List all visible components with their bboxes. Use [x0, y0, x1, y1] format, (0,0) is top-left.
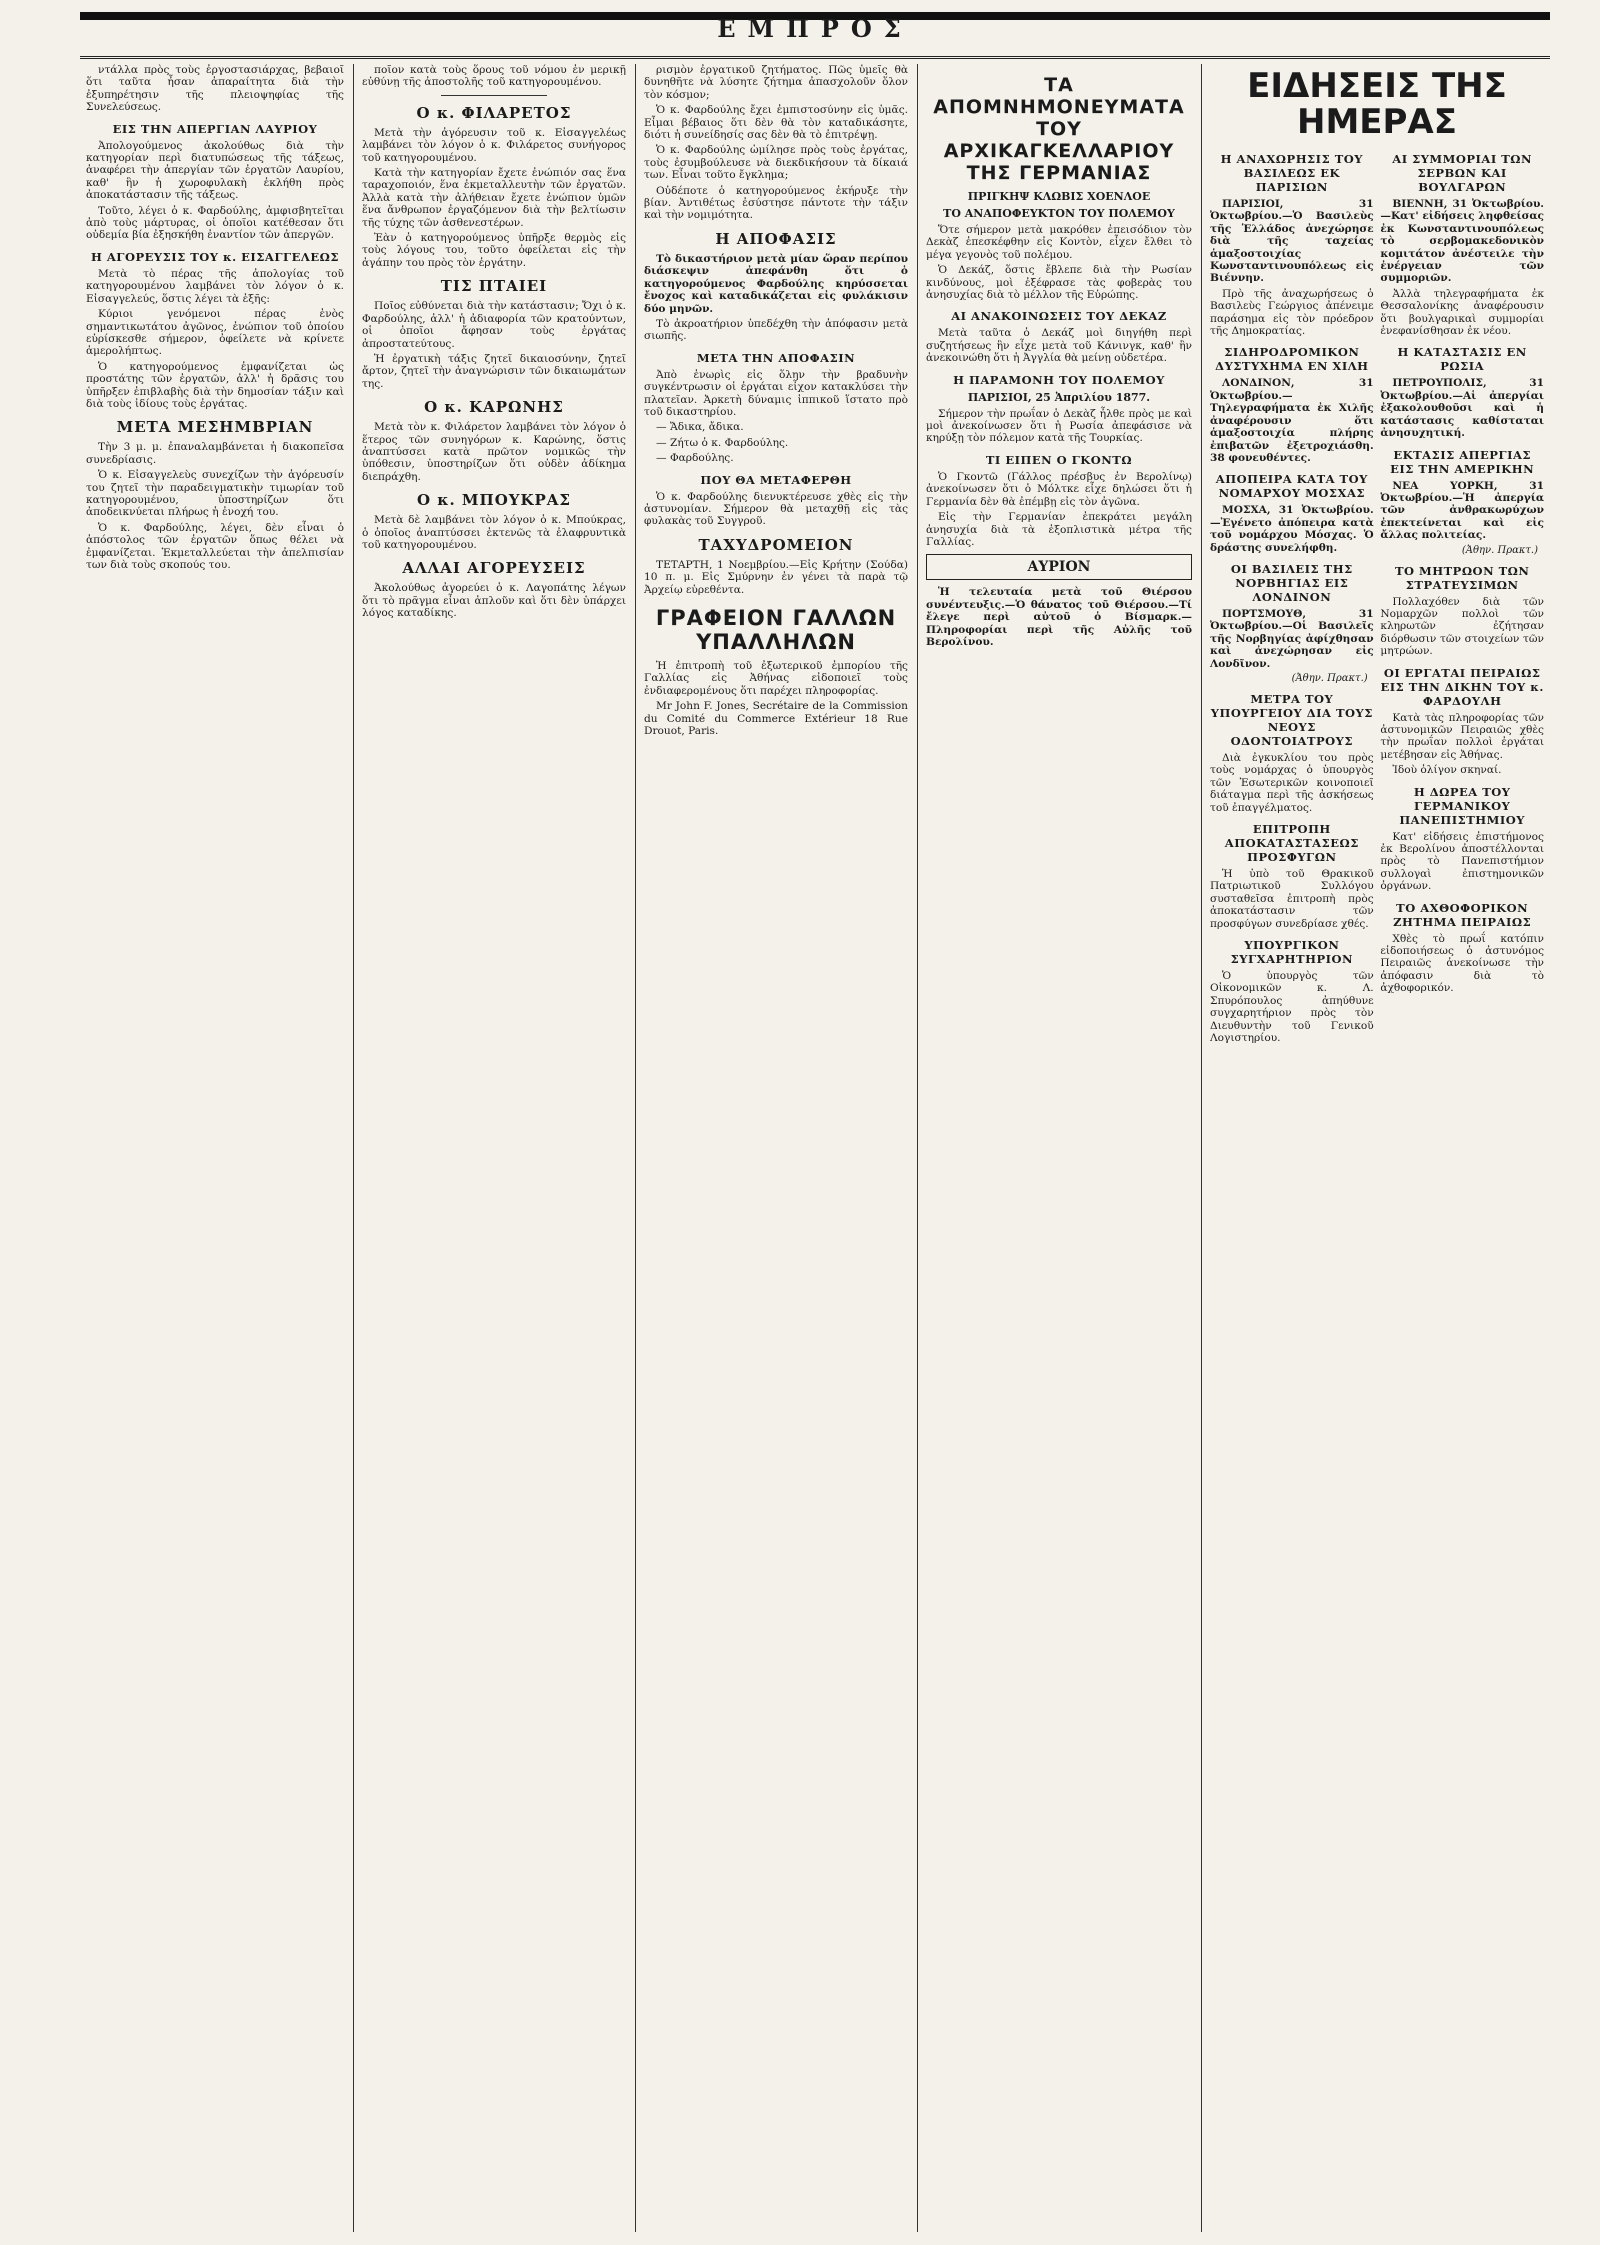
section-heading: ΟΙ ΒΑΣΙΛΕΙΣ ΤΗΣ ΝΟΡΒΗΓΙΑΣ ΕΙΣ ΛΟΝΔΙΝΟΝ	[1230, 561, 1353, 604]
masthead	[80, 12, 1550, 59]
section-heading: ΤΑΧΥΔΡΟΜΕΙΟΝ	[698, 535, 854, 554]
agency-credit: (Ἀθην. Πρακτ.)	[1291, 672, 1368, 684]
article-text: Ὅτε σήμερον μετὰ μακρόθεν ἐπεισόδιον τὸν Δεκὰζ ἐπεσκέφθην εἰς Κοντὸν, εἶχεν ἔλθει τὸ μέγα γεγονὸς τοῦ πολέμου.	[926, 224, 1192, 261]
article-text: Κατὰ τὴν κατηγορίαν ἔχετε ἐνώπιόν σας ἕνα ταραχοποιόν, ἕνα ἐκμεταλλευτὴν τῶν ἐργατῶν. Ἀλλὰ κατὰ τὴν ἀλήθειαν ἔχετε ἐνώπιον ὑμῶν ἕνα ἄνθρωπον ἐργαζόμενον διὰ τὴν βελτίωσιν τῆς τύχης τῶν ἀσθενεστέρων.	[362, 167, 626, 229]
column-5	[1204, 64, 1550, 2232]
section-heading: ΕΚΤΑΣΙΣ ΑΠΕΡΓΙΑΣ ΕΙΣ ΤΗΝ ΑΜΕΡΙΚΗΝ	[1390, 447, 1535, 476]
column-1	[80, 64, 350, 2232]
column-divider	[917, 64, 918, 2232]
article-text: Mr John F. Jones, Secrétaire de la Commission du Comité du Commerce Extérieur 18 Rue Drouot, Paris.	[644, 700, 908, 738]
article-text: Εἰς τὴν Γερμανίαν ἐπεκράτει μεγάλη ἀνησυχία διὰ τὰ ἐξοπλιστικὰ μέτρα τῆς Γαλλίας.	[926, 511, 1192, 548]
section-heading: Η ΠΑΡΑΜΟΝΗ ΤΟΥ ΠΟΛΕΜΟΥ	[953, 372, 1165, 387]
quote-line: — Ζήτω ὁ κ. Φαρδούλης.	[656, 436, 789, 449]
section-heading: ΓΡΑΦΕΙΟΝ ΓΑΛΛΩΝ ΥΠΑΛΛΗΛΩΝ	[655, 606, 897, 654]
article-text: ΠΕΤΡΟΥΠΟΛΙΣ, 31 Ὀκτωβρίου.—Αἱ ἀπεργίαι ἐξακολουθοῦσι καὶ ἡ κατάστασις καθίσταται ἀνησυχητική.	[1380, 377, 1544, 440]
article-text: Ἰδοὺ ὁλίγον σκηναί.	[1392, 764, 1502, 777]
section-heading: ΑΙ ΣΥΜΜΟΡΙΑΙ ΤΩΝ ΣΕΡΒΩΝ ΚΑΙ ΒΟΥΛΓΑΡΩΝ	[1392, 152, 1533, 194]
article-text: Ὁ κ. Φαρδούλης, λέγει, δὲν εἶναι ὁ ἀπόστολος τῶν ἐργατῶν ὅπως θέλει νὰ ἐμφανίζεται. Ἐκμεταλλεύεται τὴν ἀπελπισίαν των διὰ τοὺς σκοπούς του.	[86, 521, 344, 571]
verdict-text: Τὸ δικαστήριον μετὰ μίαν ὥραν περίπου διάσκεψιν ἀπεφάνθη ὅτι ὁ κατηγορούμενος Φαρδούλης κηρύσσεται ἔνοχος καὶ καταδικάζεται εἰς φυλάκισιν δύο μηνῶν.	[644, 252, 908, 315]
article-text: Ὁ κ. Φαρδούλης ὡμίλησε πρὸς τοὺς ἐργάτας, τοὺς ἐσυμβούλευσε νὰ διεκδικήσουν τὰ δίκαιά των. Εἶναι τοῦτο ἔγκλημα;	[644, 144, 908, 182]
article-text: ΜΟΣΧΑ, 31 Ὀκτωβρίου.—Ἐγένετο ἀπόπειρα κατὰ τοῦ νομάρχου Μόσχας. Ὁ δράστης συνελήφθη.	[1210, 504, 1374, 554]
section-heading: ΑΥΡΙΟΝ	[926, 554, 1192, 580]
section-heading: Η ΔΩΡΕΑ ΤΟΥ ΓΕΡΜΑΝΙΚΟΥ ΠΑΝΕΠΙΣΤΗΜΙΟΥ	[1399, 784, 1526, 827]
article-text: Ὁ Δεκάζ, ὅστις ἔβλεπε διὰ τὴν Ρωσίαν κινδύνους, μοὶ ἐξέφρασε τὰς φοβερὰς του ἀνησυχίας διὰ τὸ μέλλον τῆς Εὐρώπης.	[926, 264, 1192, 302]
article-text: Μετὰ δὲ λαμβάνει τὸν λόγον ὁ κ. Μπούκρας, ὁ ὁποῖος ἀναπτύσσει ἐκτενῶς τὰ ἐλαφρυντικὰ τοῦ κατηγορουμένου.	[362, 514, 626, 551]
column-divider	[353, 64, 354, 2232]
section-heading: ΤΟ ΑΧΘΟΦΟΡΙΚΟΝ ΖΗΤΗΜΑ ΠΕΙΡΑΙΩΣ	[1393, 900, 1532, 929]
section-heading: Ο κ. ΦΙΛΑΡΕΤΟΣ	[416, 103, 572, 122]
preview-text: Ἡ τελευταία μετὰ τοῦ Θιέρσου συνέντευξις.—Ὁ θάνατος τοῦ Θιέρσου.—Τί ἔλεγε περὶ αὐτοῦ ὁ Βίσμαρκ.—Πληροφορίαι περὶ τῆς Αὐλῆς τοῦ Βερολίνου.	[926, 586, 1192, 648]
section-heading: Η ΑΠΟΦΑΣΙΣ	[715, 229, 837, 248]
article-text: Κύριοι γενόμενοι πέρας ἐνὸς σημαντικωτάτου ἀγῶνος, ἐνώπιον τοῦ ὁποίου εὑρίσκεσθε σήμερον, ὀφείλετε νὰ κρίνετε ἀμερολήπτως.	[86, 308, 344, 358]
article-text: Τοῦτο, λέγει ὁ κ. Φαρδούλης, ἀμφισβητεῖται ἀπὸ τοὺς μάρτυρας, οἱ ὁποῖοι κατέθεσαν ὅτι οὐδεμία βία ἐξησκήθη ἐναντίον τῶν ἀπεργῶν.	[86, 204, 344, 242]
article-text: Ἀπὸ ἐνωρὶς εἰς ὅλην τὴν βραδυνὴν συγκέντρωσιν οἱ ἐργάται εἶχον κατακλύσει τὴν πλατεῖαν. Ἀρκετὴ δύναμις ἱππικοῦ ἵστατο πρὸ τοῦ δικαστηρίου.	[644, 368, 908, 418]
article-text: Μετὰ τὴν ἀγόρευσιν τοῦ κ. Εἰσαγγελέως λαμβάνει τὸν λόγον ὁ κ. Φιλάρετος συνήγορος τοῦ κατηγορουμένου.	[362, 126, 626, 164]
article-text: ΠΟΡΤΣΜΟΥΘ, 31 Ὀκτωβρίου.—Οἱ Βασιλεῖς τῆς Νορβηγίας ἀφίχθησαν καὶ ἀνεχώρησαν εἰς Λονδῖνον.	[1210, 607, 1374, 670]
divider	[441, 95, 547, 96]
news-columns	[1210, 144, 1544, 1047]
article-text: Ἡ ἐργατικὴ τάξις ζητεῖ δικαιοσύνην, ζητεῖ ἄρτον, ζητεῖ τὴν ἀναγνώρισιν τῶν δικαιωμάτων της.	[362, 352, 626, 390]
article-text: Πρὸ τῆς ἀναχωρήσεως ὁ Βασιλεὺς Γεώργιος ἀπένειμε παράσημα εἰς τὸν πρόεδρον τῆς Δημοκρατίας.	[1210, 287, 1374, 338]
article-text: ΛΟΝΔΙΝΟΝ, 31 Ὀκτωβρίου.—Τηλεγραφήματα ἐκ Χιλῆς ἀναφέρουσιν ὅτι ἁμαξοστοιχία πλήρης ἐπιβατῶν ἐξετροχιάσθη. 38 φονευθέντες.	[1210, 377, 1374, 464]
article-text: Ἀκολούθως ἀγορεύει ὁ κ. Λαγοπάτης λέγων ὅτι τὸ πρᾶγμα εἶναι ἁπλοῦν καὶ ὅτι δὲν ὑπάρχει λόγος καταδίκης.	[362, 582, 626, 620]
column-2	[356, 64, 632, 2232]
section-heading: ΕΠΙΤΡΟΠΗ ΑΠΟΚΑΤΑΣΤΑΣΕΩΣ ΠΡΟΣΦΥΓΩΝ	[1224, 822, 1359, 864]
subheading: ΤΟ ΑΝΑΠΟΦΕΥΚΤΟΝ ΤΟΥ ΠΟΛΕΜΟΥ	[943, 207, 1175, 220]
article-text: Ὁ κ. Φαρδούλης διενυκτέρευσε χθὲς εἰς τὴν ἀστυνομίαν. Σήμερον θὰ μεταχθῇ εἰς τὰς φυλακὰς τοῦ Συγγροῦ.	[644, 490, 908, 528]
news-right	[1380, 144, 1544, 1047]
quote-line: — Ἄδικα, ἄδικα.	[656, 421, 744, 434]
article-text: Χθὲς τὸ πρωΐ κατόπιν εἰδοποιήσεως ὁ ἀστυνόμος Πειραιῶς ἀνεκοίνωσε τὴν ἀπόφασιν διὰ τὸ ἀχθοφορικόν.	[1380, 932, 1544, 995]
article-text: Ὁ κ. Φαρδούλης ἔχει ἐμπιστοσύνην εἰς ὑμᾶς. Εἶμαι βέβαιος ὅτι δὲν θὰ τὸν καταδικάσητε, διότι ἡ συνείδησίς σας δὲν θὰ τὸ ἐπιτρέψῃ.	[644, 104, 908, 142]
section-heading: ΑΛΛΑΙ ΑΓΟΡΕΥΣΕΙΣ	[402, 559, 586, 578]
article-text: Μετὰ τὸν κ. Φιλάρετον λαμβάνει τὸν λόγον ὁ ἕτερος τῶν συνηγόρων κ. Καρώνης, ὅστις ἀναπτύσσει κατὰ πρῶτον νομικῶς τὴν ὑπόθεσιν, ὑποστηρίζων ὅτι οὐδὲν ἀδίκημα διεπράχθη.	[362, 421, 626, 483]
subheading: ΠΡΙΓΚΗΨ ΚΛΩΒΙΣ ΧΟΕΝΛΟΕ	[967, 190, 1151, 203]
section-heading: ΜΕΤΡΑ ΤΟΥ ΥΠΟΥΡΓΕΙΟΥ ΔΙΑ ΤΟΥΣ ΝΕΟΥΣ ΟΔΟΝΤΟΙΑΤΡΟΥΣ	[1210, 691, 1373, 748]
article-text: Ποῖος εὐθύνεται διὰ τὴν κατάστασιν; Ὄχι ὁ κ. Φαρδούλης, ἀλλ' ἡ ἀδιαφορία τῶν κρατούντων, οἱ ὁποῖοι ἄφησαν τοὺς ἐργάτας ἀπροστατεύτους.	[362, 300, 626, 350]
section-heading: ΜΕΤΑ ΜΕΣΗΜΒΡΙΑΝ	[116, 418, 314, 437]
article-text: Κατ' εἰδήσεις ἐπιστήμονος ἐκ Βερολίνου ἀποστέλλονται πρὸς τὸ Πανεπιστήμιον συλλογαὶ ἐπιστημονικῶν ὀργάνων.	[1380, 830, 1544, 893]
newspaper-title: ΕΜΠΡΟΣ	[717, 14, 913, 43]
article-text: ποῖον κατὰ τοὺς ὅρους τοῦ νόμου ἐν μερικῇ εὐθύνῃ τῆς ἀποστολῆς τοῦ κατηγορουμένου.	[362, 64, 626, 89]
article-text: ντάλλα πρὸς τοὺς ἐργοστασιάρχας, βεβαιοῖ ὅτι ταῦτα ἦσαν ἀπαραίτητα διὰ τὴν ἐξυπηρέτησιν τῆς πλειοψηφίας τῆς Συνελεύσεως.	[86, 64, 344, 114]
section-heading: ΥΠΟΥΡΓΙΚΟΝ ΣΥΓΧΑΡΗΤΗΡΙΟΝ	[1230, 938, 1353, 967]
news-left	[1210, 144, 1374, 1047]
article-text: Ὁ ὑπουργὸς τῶν Οἰκονομικῶν κ. Λ. Σπυρόπουλος ἀπηύθυνε συγχαρητήριον πρὸς τὸν Διευθυντὴν τοῦ Γενικοῦ Λογιστηρίου.	[1210, 970, 1374, 1045]
article-text: Τὴν 3 μ. μ. ἐπαναλαμβάνεται ἡ διακοπεῖσα συνεδρίασις.	[86, 441, 344, 466]
article-text: ΝΕΑ ΥΟΡΚΗ, 31 Ὀκτωβρίου.—Ἡ ἀπεργία τῶν ἀνθρακωρύχων ἐπεκτείνεται καὶ εἰς ἄλλας πολιτείας.	[1380, 479, 1544, 542]
section-heading: Η ΑΓΟΡΕΥΣΙΣ ΤΟΥ κ. ΕΙΣΑΓΓΕΛΕΩΣ	[90, 249, 339, 264]
section-heading: Η ΑΝΑΧΩΡΗΣΙΣ ΤΟΥ ΒΑΣΙΛΕΩΣ ΕΚ ΠΑΡΙΣΙΩΝ	[1220, 152, 1363, 194]
section-heading: ΣΙΔΗΡΟΔΡΟΜΙΚΟΝ ΔΥΣΤΥΧΗΜΑ ΕΝ ΧΙΛΗ	[1215, 345, 1369, 374]
news-banner: ΕΙΔΗΣΕΙΣ ΤΗΣ ΗΜΕΡΑΣ	[1247, 66, 1507, 142]
article-text: ΒΙΕΝΝΗ, 31 Ὀκτωβρίου.—Κατ' εἰδήσεις ληφθείσας ἐκ Κωνσταντινουπόλεως τὸ σερβομακεδονικὸν κομιτάτον ἀνέστειλε τὴν ἐνέργειαν τῶν συμμοριῶν.	[1380, 198, 1544, 285]
section-heading: ΤΙ ΕΙΠΕΝ Ο ΓΚΟΝΤΩ	[985, 452, 1133, 467]
dateline: ΠΑΡΙΣΙΟΙ, 25 Ἀπριλίου 1877.	[967, 390, 1151, 404]
article-text: Διὰ ἐγκυκλίου του πρὸς τοὺς νομάρχας ὁ ὑπουργὸς τῶν Ἐσωτερικῶν κοινοποιεῖ διάταγμα περὶ τῆς ἀσκήσεως τοῦ ἐπαγγέλματος.	[1210, 751, 1374, 814]
column-divider	[635, 64, 636, 2232]
article-text: Πολλαχόθεν διὰ τῶν Νομαρχῶν πολλοὶ τῶν κληρωτῶν ἐζήτησαν διόρθωσιν τῶν στοιχείων τῶν μητρώων.	[1380, 595, 1544, 658]
article-text: Ὁ κατηγορούμενος ἐμφανίζεται ὡς προστάτης τῶν ἐργατῶν, ἀλλ' ἡ δρᾶσις του ὑπῆρξεν ἐπιβλαβὴς διὰ τὴν δημοσίαν τάξιν καὶ διὰ τοὺς ἰδίους τοὺς ἐργάτας.	[86, 360, 344, 410]
article-text: Ὁ Γκοντῶ (Γάλλος πρέσβυς ἐν Βερολίνῳ) ἀνεκοίνωσεν ὅτι ὁ Μόλτκε εἶχε δηλώσει ὅτι ἡ Γερμανία δὲν θὰ ἐπέμβῃ εἰς τὸν ἀγῶνα.	[926, 470, 1192, 508]
article-text: Μετὰ ταῦτα ὁ Δεκάζ μοὶ διηγήθη περὶ συζητήσεως ἣν εἶχε μετὰ τοῦ Κάνινγκ, καθ' ἣν ἀνεκοινώθη ὅτι ἡ Ἀγγλία θὰ μείνῃ οὐδετέρα.	[926, 327, 1192, 365]
article-text: Μετὰ τὸ πέρας τῆς ἀπολογίας τοῦ κατηγορουμένου λαμβάνει τὸν λόγον ὁ κ. Εἰσαγγελεύς, ὅστις λέγει τὰ ἑξῆς:	[86, 267, 344, 305]
article-text: ΤΕΤΑΡΤΗ, 1 Νοεμβρίου.—Εἰς Κρήτην (Σούδα) 10 π. μ. Εἰς Σμύρνην ἐν γένει τὰ παρὰ τῷ Ἀρχείῳ εὑρεθέντα.	[644, 558, 908, 596]
column-3	[638, 64, 914, 2232]
column-4	[920, 64, 1198, 2232]
section-heading: ΤΑ ΑΠΟΜΝΗΜΟΝΕΥΜΑΤΑ ΤΟΥ ΑΡΧΙΚΑΓΚΕΛΛΑΡΙΟΥ ΤΗΣ ΓΕΡΜΑΝΙΑΣ	[933, 74, 1185, 184]
agency-credit: (Ἀθην. Πρακτ.)	[1461, 544, 1538, 556]
quote-line: — Φαρδούλης.	[656, 452, 734, 465]
section-heading: Η ΚΑΤΑΣΤΑΣΙΣ ΕΝ ΡΩΣΙΑ	[1397, 345, 1527, 374]
article-text: Ἡ ἐπιτροπὴ τοῦ ἐξωτερικοῦ ἐμπορίου τῆς Γαλλίας εἰς Ἀθήνας εἰδοποιεῖ τοὺς ἐνδιαφερομένους ὅτι παρέχει πληροφορίας.	[644, 660, 908, 697]
section-heading: ΠΟΥ ΘΑ ΜΕΤΑΦΕΡΘΗ	[700, 472, 852, 487]
section-heading: ΑΠΟΠΕΙΡΑ ΚΑΤΑ ΤΟΥ ΝΟΜΑΡΧΟΥ ΜΟΣΧΑΣ	[1215, 472, 1368, 501]
article-text: Οὐδέποτε ὁ κατηγορούμενος ἐκήρυξε τὴν βίαν. Ἀντιθέτως ἐσύστησε πάντοτε τὴν τάξιν καὶ τὴν νομιμότητα.	[644, 184, 908, 222]
article-text: ρισμὸν ἐργατικοῦ ζητήματος. Πῶς ὑμεῖς θὰ δυνηθῆτε νὰ λύσητε ζήτημα ἀπασχολοῦν ὅλον τὸν κόσμον;	[644, 64, 908, 101]
section-heading: ΜΕΤΑ ΤΗΝ ΑΠΟΦΑΣΙΝ	[696, 350, 856, 365]
article-text: Ἀλλὰ τηλεγραφήματα ἐκ Θεσσαλονίκης ἀναφέρουσιν ὅτι βουλγαρικαὶ συμμορίαι ἐνεφανίσθησαν ἐκ νέου.	[1380, 287, 1544, 338]
section-heading: ΤΙΣ ΠΤΑΙΕΙ	[440, 277, 548, 296]
section-heading: Ο κ. ΚΑΡΩΝΗΣ	[424, 398, 564, 417]
article-text: Σήμερον τὴν πρωΐαν ὁ Δεκὰζ ἦλθε πρὸς με καὶ μοὶ ἀνεκοίνωσεν ὅτι ἡ Ρωσία ἀπεφάσισε νὰ κηρύξῃ τὸν πόλεμον κατὰ τῆς Τουρκίας.	[926, 407, 1192, 445]
article-text: Ἀπολογούμενος ἀκολούθως διὰ τὴν κατηγορίαν περὶ διατυπώσεως τῆς τάξεως, ἀναφέρει τὴν ἀπεργίαν τῶν ἐργατῶν Λαυρίου, καθ' ἣν ἡ χωροφυλακὴ ἐκλήθη πρὸς ἀποκατάστασιν τῆς τάξεως.	[86, 139, 344, 202]
column-divider	[1201, 64, 1202, 2232]
article-text: Τὸ ἀκροατήριον ὑπεδέχθη τὴν ἀπόφασιν μετὰ σιωπῆς.	[644, 317, 908, 343]
article-text: Ἡ ὑπὸ τοῦ Θρακικοῦ Πατριωτικοῦ Συλλόγου συσταθεῖσα ἐπιτροπὴ πρὸς ἀποκατάστασιν τῶν προσφύγων συνεδρίασε χθές.	[1210, 868, 1374, 930]
newspaper-page	[80, 12, 1550, 2232]
section-heading: Ο κ. ΜΠΟΥΚΡΑΣ	[416, 491, 572, 510]
article-text: Ἐὰν ὁ κατηγορούμενος ὑπῆρξε θερμὸς εἰς τοὺς λόγους του, τοῦτο ὀφείλεται εἰς τὴν ἀγάπην του πρὸς τὸν ἐργάτην.	[362, 232, 626, 269]
section-heading: ΤΟ ΜΗΤΡΩΟΝ ΤΩΝ ΣΤΡΑΤΕΥΣΙΜΩΝ	[1394, 563, 1530, 592]
article-text: ΠΑΡΙΣΙΟΙ, 31 Ὀκτωβρίου.—Ὁ Βασιλεὺς τῆς Ἑλλάδος ἀνεχώρησε διὰ τῆς ταχείας ἁμαξοστοιχίας Κωνσταντινουπόλεως εἰς Βιέννην.	[1210, 198, 1374, 285]
section-heading: ΕΙΣ ΤΗΝ ΑΠΕΡΓΙΑΝ ΛΑΥΡΙΟΥ	[112, 121, 318, 136]
article-text: Κατὰ τὰς πληροφορίας τῶν ἀστυνομικῶν Πειραιῶς χθὲς τὴν πρωΐαν πολλοὶ ἐργάται μετέβησαν εἰς Ἀθήνας.	[1380, 711, 1544, 761]
article-text: Ὁ κ. Εἰσαγγελεὺς συνεχίζων τὴν ἀγόρευσίν του ζητεῖ τὴν παραδειγματικὴν τιμωρίαν τοῦ κατηγορουμένου, ὑποστηρίζων ὅτι ἀποδεικνύεται πλήρως ἡ ἐνοχή του.	[86, 469, 344, 519]
section-heading: ΑΙ ΑΝΑΚΟΙΝΩΣΕΙΣ ΤΟΥ ΔΕΚΑΖ	[951, 309, 1167, 324]
section-heading: ΟΙ ΕΡΓΑΤΑΙ ΠΕΙΡΑΙΩΣ ΕΙΣ ΤΗΝ ΔΙΚΗΝ ΤΟΥ κ. ΦΑΡΔΟΥΛΗ	[1380, 665, 1544, 708]
